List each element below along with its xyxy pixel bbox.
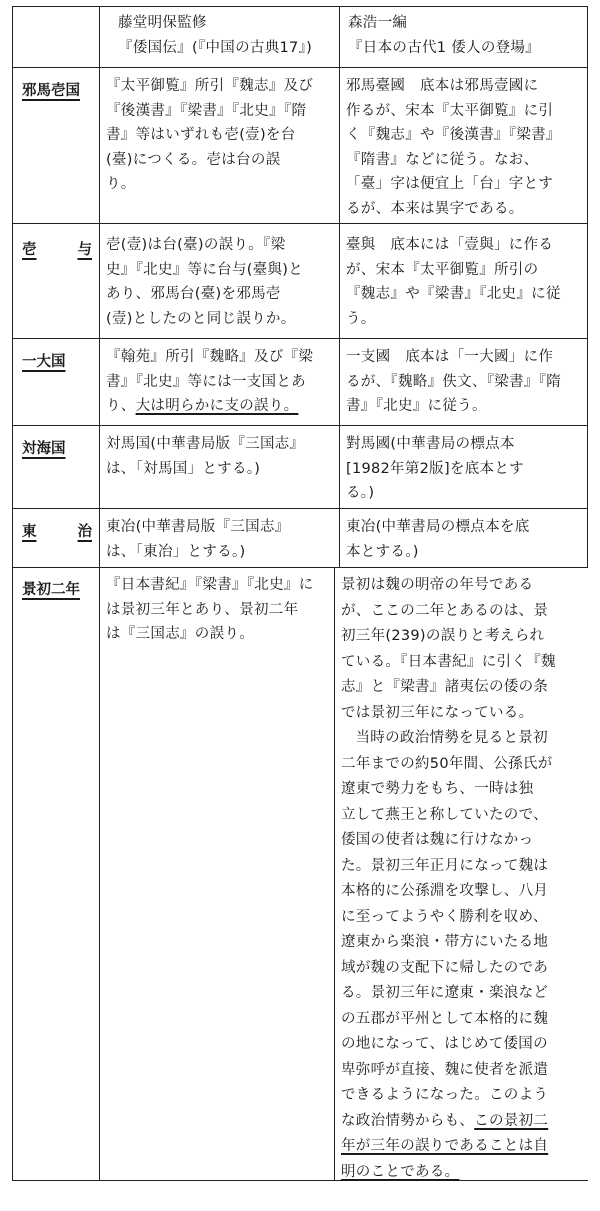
- underlined-conclusion: 明のことである。: [341, 1163, 460, 1180]
- header-todo-book: 『倭国伝』(『中国の古典17』): [118, 40, 313, 56]
- underlined-remark: 大は明らかに支の誤り。: [135, 398, 299, 414]
- row-label-ichidaikoku: 一大国: [22, 354, 66, 370]
- column-divider: [334, 567, 335, 1180]
- cell-mori-taikaikoku: 對馬國(中華書局の標点本 [1982年第2版]を底本とす る。): [346, 436, 524, 501]
- cell-mori-iyo: 臺與 底本には「壹與」に作る が、宋本『太平御覧』所引の 『魏志』や『梁書』『北史』に従 う。: [346, 237, 561, 327]
- table-border-left: [12, 6, 13, 1180]
- cell-mori-toji: 東冶(中華書局の標点本を底 本とする。): [346, 519, 530, 560]
- header-mori-book: 『日本の古代1 倭人の登場』: [348, 40, 541, 56]
- cell-todo-iyo: 壱(壹)は台(臺)の誤り。『梁 史』『北史』等に台与(臺與)と あり、邪馬台(臺)を邪馬壱 (壹)としたのと同じ誤りか。: [106, 237, 304, 327]
- cell-todo-toji: 東冶(中華書局版『三国志』 は、「東冶」とする。): [106, 519, 290, 560]
- row-label-iyo: 壱 与: [22, 242, 92, 258]
- cell-todo-keisho: 『日本書紀』『梁書』『北史』に は景初三年とあり、景初二年 は『三国志』の誤り。: [106, 577, 314, 642]
- cell-mori-keisho: 景初は魏の明帝の年号である が、ここの二年とあるのは、景 初三年(239)の誤りと考えられ ている。『日本書紀』に引く『魏 志』と『梁書』諸夷伝の倭の条 では景初三年になっている。 当時の政治情勢を見ると景初 二年までの約50年間、公孫氏が 遼東で勢力をもち、一時は独 立して燕王と称していたので、 倭国の使者は魏に行けなかっ た。景初三年正月になって魏は 本格的に公孫淵を攻撃し、八月 に至ってようやく勝利を収め、 遼東から楽浪・帯方にいたる地 域が魏の支配下に帰したのであ る。景初三年に遼東・楽浪など の五郡が平州として本格的に魏 の地になって、はじめて倭国の 卑弥呼が直接、魏に使者を派遣 できるようになった。このよう な政治情勢からも、この景初二 年が三年の誤りであることは自 明のことである。: [341, 577, 556, 1180]
- underlined-conclusion: 年が三年の誤りであることは自: [341, 1138, 549, 1154]
- column-divider: [339, 6, 340, 567]
- row-label-yamaikoku: 邪馬壱国: [22, 83, 80, 99]
- table-border-right: [587, 6, 588, 567]
- header-todo-editor: 藤堂明保監修: [118, 15, 207, 31]
- cell-todo-ichidaikoku: 『翰苑』所引『魏略』及び『梁 書』『北史』等には一支国とあ り、大は明らかに支の誤り。: [106, 349, 314, 414]
- header-mori-editor: 森浩一編: [348, 15, 408, 31]
- cell-mori-ichidaikoku: 一支國 底本は「一大國」に作 るが、『魏略』佚文、『梁書』『隋 書』『北史』に従う。: [346, 349, 562, 414]
- cell-todo-taikaikoku: 対馬国(中華書局版『三国志』 は、「対馬国」とする。): [106, 436, 305, 477]
- cell-todo-yamaikoku: 『太平御覧』所引『魏志』及び 『後漢書』『梁書』『北史』『隋 書』等はいずれも壱(壹)を台 (臺)につくる。壱は台の誤 り。: [106, 78, 314, 192]
- cell-mori-yamaikoku: 邪馬臺國 底本は邪馬壹國に 作るが、宋本『太平御覧』に引 く『魏志』や『後漢書』『梁書』 『隋書』などに従う。なお、 「臺」字は便宜上「台」字とす るが、本来は異字である。: [346, 78, 561, 217]
- underlined-conclusion: この景初二: [474, 1112, 549, 1129]
- row-label-taikaikoku: 対海国: [22, 441, 66, 457]
- row-label-keisho-ninen: 景初二年: [22, 582, 80, 598]
- column-divider: [99, 6, 100, 1180]
- header-todo: [118, 11, 336, 61]
- row-label-toji: 東 治: [22, 524, 92, 540]
- header-mori: [348, 11, 584, 61]
